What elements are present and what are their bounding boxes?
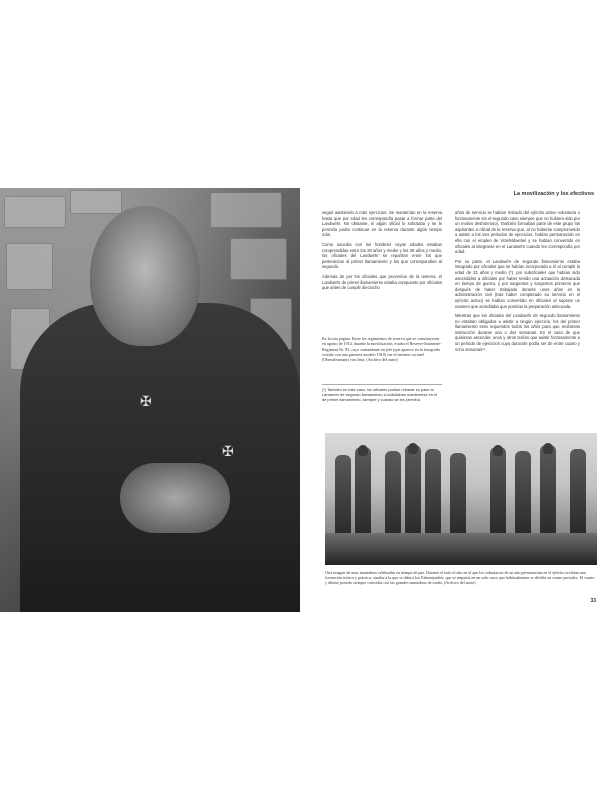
paragraph: Mientras que los oficiales del Landwehr de segundo llamamiento no estaban obligados a asistir a ningún ejercicio, los del primer llamamiento eran requeridos todos los años para que recibieran instrucción durante una o dos semanas. En el caso de que quisieran ascender, unos y otros tenían que asistir forzosamente a un periodo de ejercicios cuya duración podía ser de entre cuatro y ocho semanas¹¹.: [455, 313, 580, 352]
portrait-photo: [0, 188, 300, 612]
running-head: La movilización y los efectivos: [513, 191, 594, 197]
officer-figure: [20, 303, 300, 612]
book-spread: [0, 188, 600, 612]
paragraph: Por su parte, el Landwehr de segundo llamamiento estaba integrado por oficiales que se habían incorporado a él al cumplir la edad de 31 años y medio (*), por suboficiales que habían sido ascendidos a oficiales por haber tenido una actuación destacada en tiempo de guerra, y por sargentos y sargentos primeros que después de haber trabajado durante unos años en la administración civil (tras haber completado su servicio en el ejército activo) se habían convertido en oficiales al superar un examen que acreditaba que poseían la preparación adecuada.: [455, 258, 580, 309]
text-column-right: [455, 210, 580, 356]
paragraph: Como sucedía con los hombres cuyas edades estaban comprendidas entre los 28 años y medio y los 39 años y medio, los oficiales del Landwehr se repartían entre los que pertenecían al primer llamamiento y los que correspondían al segundo.: [322, 241, 442, 270]
text-page: [300, 188, 600, 612]
prone-soldiers-ground: [325, 533, 597, 565]
maneuvers-caption: Otra imagen de unas maniobras celebradas en tiempo de paz. Durante el todo el año en el que los voluntarios de un año permanecían en el ejército recibían una formación teórica y práctica, similar a la que se daba a los Fahnenjunker, que se impartía en un solo curso que habitualmente se dividía en cuatro periodos. El cuarto y último periodo siempre coincidía con las grandes maniobras de otoño. (Archivo del autor): [325, 570, 595, 586]
page-number: 33: [590, 598, 596, 604]
officer-head: [90, 206, 200, 346]
text-column-left: [322, 210, 442, 295]
paragraph: años de servicio se habían retirado del ejército activo voluntaria o forzosamente sin el segundo caso siempre que no hubiera sido por un motivo deshonroso). También formaban parte de este grupo los aspirantes a oficial de la reserva que, al no haberse comprometido a asistir a los tres periodos de ejercicios, habían permanecido en ella con el empleo de Vizefeldwebel y se habían convertido en oficiales al integrarse en el Landwehr cuando les correspondía por edad.: [455, 210, 580, 255]
iron-cross-icon: ✠: [140, 393, 152, 409]
maneuvers-photo: [325, 433, 597, 565]
officer-hands: [120, 463, 230, 533]
portrait-caption: En la otra página. Entre los regimientos de reserva que se constituyeron en agosto de 1914, durante la movilización, estaba el Reserve-Infanterie-Regiment Nr. 93, cuyo comandante en jefe (que aparece en la fotografía vestido con una guerrera modelo 1910) fue el teniente coronel (Oberstleutnant) von Jena. (Archivo del autor): [322, 336, 442, 363]
iron-cross-icon: ✠: [222, 443, 234, 459]
paragraph: Además de por los oficiales que provenían de la reserva, el Landwehr de primer llamamiento estaba compuesto por oficiales que antes de cumplir dieciocho: [322, 273, 442, 291]
footnote: (*) También en este caso, los oficiales podían retrasar su pase al Landwehr de segundo llamamiento si solicitaban mantenerse en el de primer llamamiento, siempre y cuando se les permitía.: [322, 384, 442, 402]
paragraph: seguir asistiendo a más ejercicios. Se mantenían en la reserva hasta que por edad les correspondía pasar a formar parte del Landwehr. No obstante, si algún oficial lo solicitaba y se le permitía podía continuar en la reserva durante algún tiempo más.: [322, 210, 442, 238]
